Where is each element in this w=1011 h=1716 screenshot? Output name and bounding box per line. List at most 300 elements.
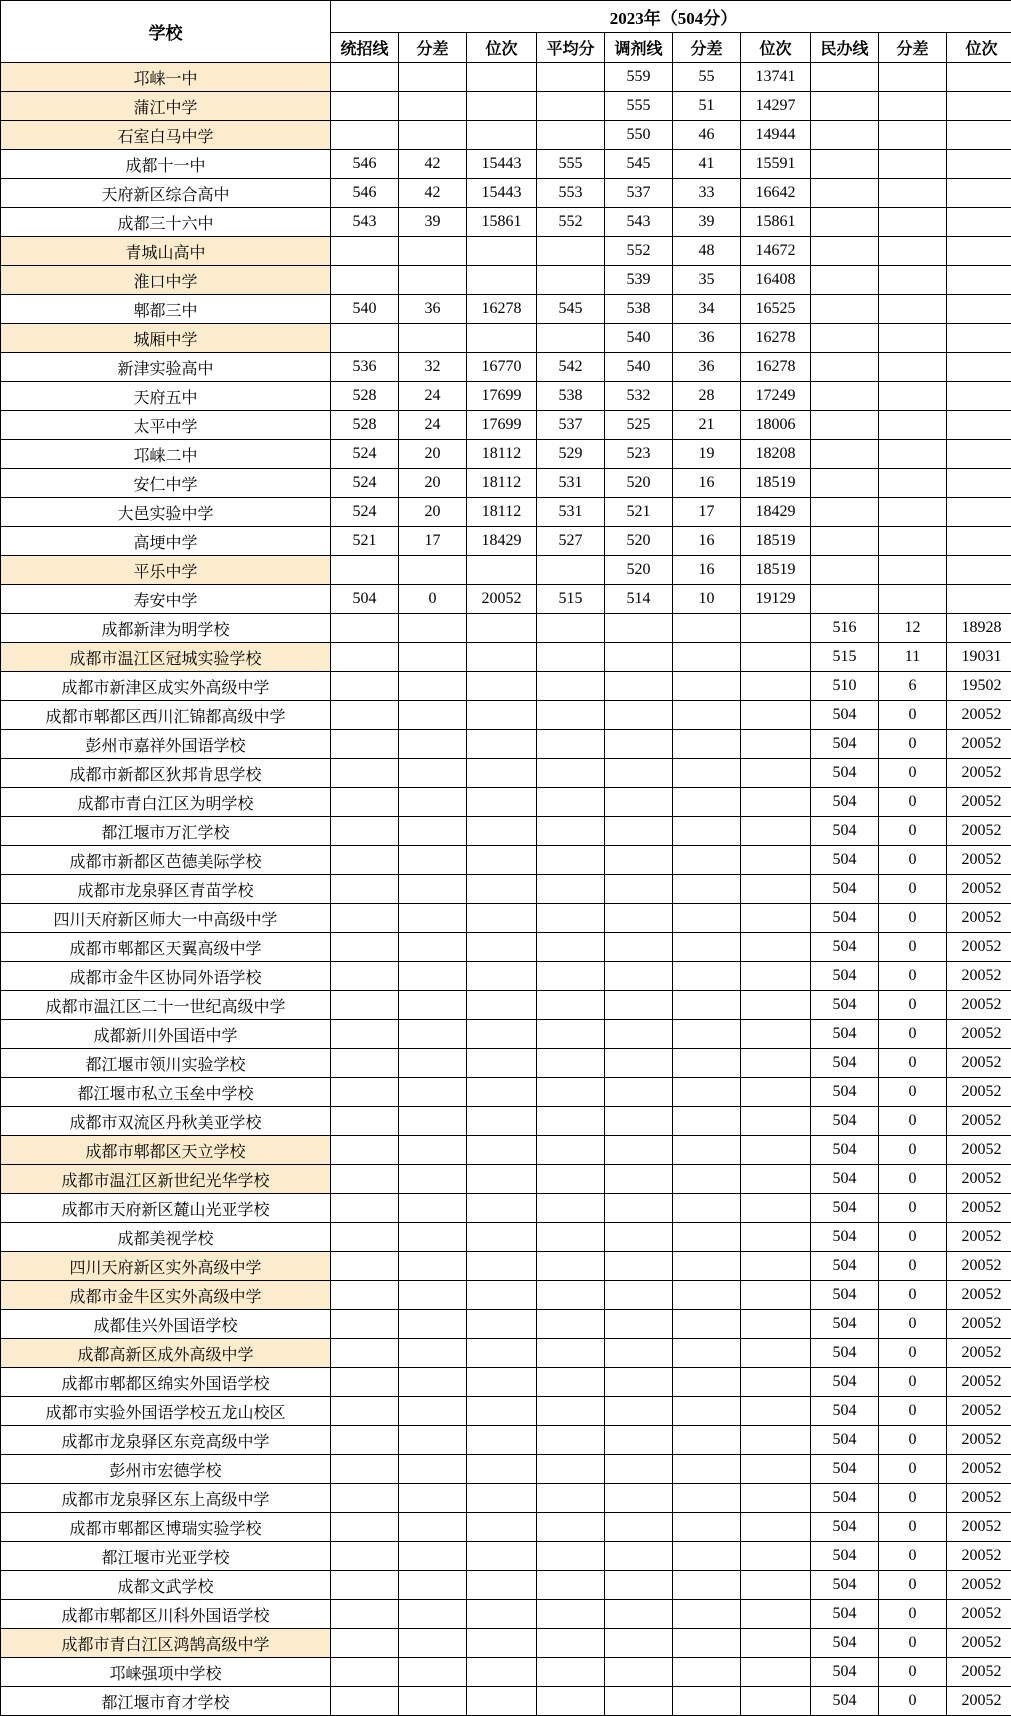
cell-average-score: 531	[537, 469, 605, 498]
cell-tongzhao-diff	[399, 1194, 467, 1223]
cell-tiaoji-rank	[741, 1484, 811, 1513]
cell-average-score	[537, 1339, 605, 1368]
cell-tiaoji-line	[605, 1397, 673, 1426]
cell-tongzhao-rank	[467, 1107, 537, 1136]
cell-tongzhao-line	[331, 817, 399, 846]
cell-tiaoji-rank: 18208	[741, 440, 811, 469]
table-row	[1, 1484, 1011, 1513]
cell-minban-rank: 20052	[947, 817, 1011, 846]
cell-tiaoji-diff: 16	[673, 469, 741, 498]
cell-minban-rank	[947, 382, 1011, 411]
cell-tongzhao-diff	[399, 1426, 467, 1455]
cell-minban-line	[811, 469, 879, 498]
cell-minban-rank	[947, 266, 1011, 295]
cell-tongzhao-diff: 42	[399, 150, 467, 179]
cell-minban-rank: 20052	[947, 1600, 1011, 1629]
cell-tongzhao-rank	[467, 1136, 537, 1165]
cell-minban-line: 504	[811, 1368, 879, 1397]
cell-tiaoji-rank	[741, 788, 811, 817]
cell-tongzhao-diff: 20	[399, 498, 467, 527]
table-row	[1, 1368, 1011, 1397]
cell-tiaoji-line	[605, 1513, 673, 1542]
table-row	[1, 1194, 1011, 1223]
school-name-cell: 成都市金牛区实外高级中学	[1, 1281, 331, 1310]
cell-tongzhao-rank	[467, 237, 537, 266]
cell-minban-line: 504	[811, 1658, 879, 1687]
school-name-cell: 都江堰市育才学校	[1, 1687, 331, 1716]
table-row	[1, 1542, 1011, 1571]
cell-tongzhao-line	[331, 759, 399, 788]
table-row	[1, 324, 1011, 353]
cell-minban-diff: 0	[879, 1136, 947, 1165]
cell-tiaoji-rank: 14944	[741, 121, 811, 150]
cell-tiaoji-rank: 16408	[741, 266, 811, 295]
cell-tiaoji-rank: 17249	[741, 382, 811, 411]
cell-minban-line: 504	[811, 1310, 879, 1339]
cell-tongzhao-line	[331, 1223, 399, 1252]
cell-tongzhao-diff	[399, 1571, 467, 1600]
cell-tongzhao-rank: 18429	[467, 527, 537, 556]
cell-tiaoji-diff: 51	[673, 92, 741, 121]
cell-tongzhao-line	[331, 1020, 399, 1049]
cell-minban-line	[811, 527, 879, 556]
cell-minban-diff	[879, 556, 947, 585]
cell-tongzhao-line	[331, 788, 399, 817]
cell-tongzhao-line	[331, 324, 399, 353]
cell-tiaoji-rank	[741, 933, 811, 962]
cell-tongzhao-rank	[467, 759, 537, 788]
cell-average-score	[537, 1107, 605, 1136]
cell-tongzhao-rank	[467, 1368, 537, 1397]
cell-average-score	[537, 1049, 605, 1078]
cell-tiaoji-rank	[741, 991, 811, 1020]
school-name-cell: 成都文武学校	[1, 1571, 331, 1600]
cell-tiaoji-line: 539	[605, 266, 673, 295]
cell-tiaoji-line	[605, 991, 673, 1020]
cell-tiaoji-line	[605, 1600, 673, 1629]
header-school: 学校	[1, 1, 331, 63]
cell-tiaoji-diff: 28	[673, 382, 741, 411]
cell-minban-diff: 0	[879, 933, 947, 962]
cell-tiaoji-diff: 36	[673, 353, 741, 382]
cell-tongzhao-line	[331, 701, 399, 730]
school-name-cell: 都江堰市光亚学校	[1, 1542, 331, 1571]
cell-tongzhao-rank: 16770	[467, 353, 537, 382]
cell-tiaoji-line: 532	[605, 382, 673, 411]
cell-tiaoji-rank	[741, 1368, 811, 1397]
cell-minban-rank: 20052	[947, 1107, 1011, 1136]
cell-average-score: 553	[537, 179, 605, 208]
cell-minban-diff: 0	[879, 1339, 947, 1368]
cell-tongzhao-line	[331, 1165, 399, 1194]
cell-tongzhao-diff	[399, 643, 467, 672]
cell-tongzhao-diff	[399, 1252, 467, 1281]
cell-minban-diff: 0	[879, 1223, 947, 1252]
cell-tiaoji-diff	[673, 1484, 741, 1513]
cell-average-score	[537, 875, 605, 904]
cell-tiaoji-line: 520	[605, 556, 673, 585]
cell-tongzhao-rank	[467, 1281, 537, 1310]
cell-minban-line: 504	[811, 817, 879, 846]
cell-tiaoji-rank	[741, 846, 811, 875]
cell-minban-line: 504	[811, 759, 879, 788]
cell-minban-line: 504	[811, 875, 879, 904]
cell-tongzhao-line: 504	[331, 585, 399, 614]
cell-tongzhao-rank: 15443	[467, 150, 537, 179]
cell-minban-diff: 0	[879, 701, 947, 730]
cell-tongzhao-line: 528	[331, 411, 399, 440]
cell-tiaoji-diff	[673, 904, 741, 933]
cell-tongzhao-diff	[399, 759, 467, 788]
cell-average-score	[537, 1397, 605, 1426]
cell-tongzhao-line: 546	[331, 150, 399, 179]
cell-minban-line: 504	[811, 991, 879, 1020]
cell-tiaoji-diff: 16	[673, 527, 741, 556]
school-name-cell: 成都市新津区成实外高级中学	[1, 672, 331, 701]
cell-tongzhao-rank	[467, 1513, 537, 1542]
cell-tiaoji-rank: 16525	[741, 295, 811, 324]
cell-minban-line	[811, 266, 879, 295]
cell-tongzhao-diff	[399, 1049, 467, 1078]
cell-tongzhao-line	[331, 1049, 399, 1078]
cell-tiaoji-rank	[741, 614, 811, 643]
cell-tiaoji-diff	[673, 1281, 741, 1310]
cell-tongzhao-line	[331, 933, 399, 962]
cell-tiaoji-line: 514	[605, 585, 673, 614]
cell-tongzhao-rank	[467, 1542, 537, 1571]
cell-tiaoji-line: 538	[605, 295, 673, 324]
cell-tongzhao-line	[331, 1281, 399, 1310]
cell-minban-line: 504	[811, 1020, 879, 1049]
cell-minban-line: 504	[811, 730, 879, 759]
cell-minban-diff: 0	[879, 1426, 947, 1455]
table-row	[1, 1078, 1011, 1107]
cell-minban-rank: 20052	[947, 1194, 1011, 1223]
cell-tongzhao-rank: 17699	[467, 382, 537, 411]
cell-minban-line	[811, 295, 879, 324]
cell-minban-diff: 0	[879, 846, 947, 875]
school-name-cell: 邛崃一中	[1, 63, 331, 92]
cell-minban-line: 504	[811, 1513, 879, 1542]
table-row	[1, 788, 1011, 817]
cell-minban-diff: 0	[879, 730, 947, 759]
cell-minban-diff	[879, 295, 947, 324]
cell-average-score	[537, 1368, 605, 1397]
cell-tongzhao-rank: 15443	[467, 179, 537, 208]
cell-tiaoji-rank	[741, 817, 811, 846]
cell-tongzhao-rank	[467, 1020, 537, 1049]
cell-tongzhao-diff	[399, 1136, 467, 1165]
table-header	[1, 1, 1011, 63]
cell-minban-line	[811, 150, 879, 179]
cell-tongzhao-diff	[399, 904, 467, 933]
cell-tiaoji-line	[605, 1194, 673, 1223]
cell-tongzhao-rank	[467, 962, 537, 991]
header-minban-rank: 位次	[947, 33, 1011, 63]
table-row	[1, 1629, 1011, 1658]
cell-minban-diff: 0	[879, 1658, 947, 1687]
cell-tongzhao-line: 540	[331, 295, 399, 324]
school-name-cell: 成都市青白江区为明学校	[1, 788, 331, 817]
cell-minban-line: 504	[811, 1223, 879, 1252]
cell-tiaoji-diff	[673, 1455, 741, 1484]
cell-tiaoji-rank: 18519	[741, 527, 811, 556]
cell-minban-diff	[879, 208, 947, 237]
cell-tongzhao-rank	[467, 1339, 537, 1368]
cell-tongzhao-rank	[467, 1571, 537, 1600]
cell-tiaoji-rank	[741, 1078, 811, 1107]
cell-average-score: 542	[537, 353, 605, 382]
table-row	[1, 237, 1011, 266]
cell-minban-rank: 20052	[947, 1049, 1011, 1078]
cell-tiaoji-rank	[741, 1600, 811, 1629]
cell-tiaoji-rank	[741, 1339, 811, 1368]
cell-minban-line: 504	[811, 1078, 879, 1107]
cell-minban-rank: 20052	[947, 1629, 1011, 1658]
cell-tiaoji-rank: 18519	[741, 556, 811, 585]
cell-average-score	[537, 1600, 605, 1629]
cell-minban-line: 504	[811, 701, 879, 730]
cell-minban-diff	[879, 527, 947, 556]
cell-average-score	[537, 1426, 605, 1455]
cell-minban-rank: 20052	[947, 1281, 1011, 1310]
cell-tiaoji-diff	[673, 1223, 741, 1252]
cell-minban-diff: 11	[879, 643, 947, 672]
cell-tiaoji-rank	[741, 701, 811, 730]
cell-average-score	[537, 817, 605, 846]
cell-minban-diff: 0	[879, 1281, 947, 1310]
table-row	[1, 991, 1011, 1020]
school-name-cell: 成都市郫都区西川汇锦都高级中学	[1, 701, 331, 730]
cell-tongzhao-diff	[399, 1281, 467, 1310]
cell-tiaoji-diff: 39	[673, 208, 741, 237]
cell-minban-rank: 20052	[947, 1571, 1011, 1600]
cell-tongzhao-line	[331, 672, 399, 701]
cell-tiaoji-line	[605, 1687, 673, 1716]
table-row	[1, 1600, 1011, 1629]
school-name-cell: 成都市实验外国语学校五龙山校区	[1, 1397, 331, 1426]
cell-minban-rank	[947, 150, 1011, 179]
cell-minban-diff: 0	[879, 1687, 947, 1716]
cell-tiaoji-rank	[741, 1194, 811, 1223]
cell-tiaoji-diff	[673, 1426, 741, 1455]
cell-minban-rank	[947, 63, 1011, 92]
cell-minban-line: 504	[811, 1252, 879, 1281]
cell-tiaoji-line	[605, 1658, 673, 1687]
cell-minban-line: 504	[811, 1571, 879, 1600]
cell-minban-rank: 20052	[947, 1687, 1011, 1716]
school-name-cell: 郫都三中	[1, 295, 331, 324]
cell-tiaoji-rank: 15861	[741, 208, 811, 237]
cell-minban-line	[811, 382, 879, 411]
cell-average-score: 538	[537, 382, 605, 411]
school-name-cell: 新津实验高中	[1, 353, 331, 382]
cell-tongzhao-diff	[399, 1600, 467, 1629]
cell-tiaoji-rank	[741, 643, 811, 672]
cell-minban-line	[811, 411, 879, 440]
cell-tiaoji-diff	[673, 672, 741, 701]
cell-tongzhao-diff: 36	[399, 295, 467, 324]
cell-minban-rank: 20052	[947, 991, 1011, 1020]
cell-minban-rank	[947, 208, 1011, 237]
cell-average-score	[537, 92, 605, 121]
cell-tiaoji-rank	[741, 1658, 811, 1687]
cell-average-score	[537, 1513, 605, 1542]
cell-tiaoji-rank: 16278	[741, 353, 811, 382]
cell-average-score	[537, 1310, 605, 1339]
cell-tongzhao-line	[331, 1107, 399, 1136]
school-name-cell: 成都佳兴外国语学校	[1, 1310, 331, 1339]
cell-minban-diff	[879, 92, 947, 121]
cell-tongzhao-rank	[467, 1658, 537, 1687]
cell-minban-rank: 20052	[947, 1252, 1011, 1281]
cell-average-score	[537, 1165, 605, 1194]
cell-tiaoji-rank	[741, 1310, 811, 1339]
cell-tiaoji-diff: 35	[673, 266, 741, 295]
cell-tiaoji-line	[605, 788, 673, 817]
table-row	[1, 440, 1011, 469]
cell-tongzhao-diff	[399, 788, 467, 817]
cell-tiaoji-line	[605, 1049, 673, 1078]
table-row	[1, 411, 1011, 440]
cell-tongzhao-rank	[467, 556, 537, 585]
cell-tongzhao-line	[331, 730, 399, 759]
cell-average-score	[537, 846, 605, 875]
cell-tongzhao-diff: 24	[399, 411, 467, 440]
school-name-cell: 蒲江中学	[1, 92, 331, 121]
cell-average-score: 531	[537, 498, 605, 527]
cell-minban-diff: 0	[879, 1078, 947, 1107]
cell-tiaoji-rank	[741, 1223, 811, 1252]
cell-tongzhao-diff	[399, 1455, 467, 1484]
school-name-cell: 成都市温江区新世纪光华学校	[1, 1165, 331, 1194]
cell-average-score	[537, 237, 605, 266]
table-row	[1, 1571, 1011, 1600]
cell-minban-diff: 0	[879, 1455, 947, 1484]
cell-tiaoji-line	[605, 933, 673, 962]
table-row	[1, 1049, 1011, 1078]
cell-tiaoji-diff	[673, 1020, 741, 1049]
cell-tongzhao-diff	[399, 1223, 467, 1252]
cell-minban-diff	[879, 353, 947, 382]
header-average-score: 平均分	[537, 33, 605, 63]
table-row	[1, 556, 1011, 585]
cell-tongzhao-diff	[399, 614, 467, 643]
cell-minban-rank: 20052	[947, 701, 1011, 730]
cell-tongzhao-rank	[467, 643, 537, 672]
cell-tongzhao-diff	[399, 701, 467, 730]
table-row	[1, 817, 1011, 846]
cell-average-score	[537, 1281, 605, 1310]
table-body	[1, 63, 1011, 1716]
cell-tongzhao-rank: 18112	[467, 440, 537, 469]
header-tiaoji-diff: 分差	[673, 33, 741, 63]
cell-tiaoji-line	[605, 875, 673, 904]
header-minban-diff: 分差	[879, 33, 947, 63]
cell-minban-diff: 0	[879, 1194, 947, 1223]
cell-tongzhao-diff	[399, 1310, 467, 1339]
cell-minban-rank	[947, 556, 1011, 585]
cell-tiaoji-line	[605, 701, 673, 730]
header-year-title: 2023年（504分）	[331, 1, 1011, 33]
cell-tongzhao-rank	[467, 63, 537, 92]
cell-tongzhao-line	[331, 1600, 399, 1629]
table-row	[1, 1310, 1011, 1339]
cell-tongzhao-line: 524	[331, 440, 399, 469]
cell-minban-diff: 0	[879, 1107, 947, 1136]
cell-tiaoji-diff	[673, 1107, 741, 1136]
cell-tiaoji-line	[605, 1542, 673, 1571]
cell-tiaoji-rank	[741, 1107, 811, 1136]
table-row	[1, 179, 1011, 208]
cell-tiaoji-line: 559	[605, 63, 673, 92]
cell-minban-line	[811, 237, 879, 266]
cell-tongzhao-diff	[399, 324, 467, 353]
table-row	[1, 1136, 1011, 1165]
cell-tiaoji-line	[605, 1339, 673, 1368]
cell-minban-diff	[879, 382, 947, 411]
cell-minban-rank: 20052	[947, 1455, 1011, 1484]
cell-tiaoji-rank	[741, 1629, 811, 1658]
cell-average-score	[537, 962, 605, 991]
cell-average-score	[537, 1571, 605, 1600]
table-row	[1, 1339, 1011, 1368]
cell-tiaoji-rank	[741, 1165, 811, 1194]
table-row	[1, 92, 1011, 121]
cell-tongzhao-diff	[399, 672, 467, 701]
school-name-cell: 天府新区综合高中	[1, 179, 331, 208]
cell-minban-diff: 6	[879, 672, 947, 701]
cell-tiaoji-line	[605, 1223, 673, 1252]
school-name-cell: 青城山高中	[1, 237, 331, 266]
school-name-cell: 成都市郫都区绵实外国语学校	[1, 1368, 331, 1397]
cell-tongzhao-diff	[399, 556, 467, 585]
cell-minban-line: 504	[811, 1484, 879, 1513]
school-name-cell: 成都市郫都区博瑞实验学校	[1, 1513, 331, 1542]
cell-minban-line: 504	[811, 1194, 879, 1223]
school-name-cell: 成都市龙泉驿区东上高级中学	[1, 1484, 331, 1513]
cell-tiaoji-rank	[741, 1252, 811, 1281]
cell-minban-diff: 0	[879, 1484, 947, 1513]
cell-tongzhao-line	[331, 1629, 399, 1658]
table-row	[1, 1107, 1011, 1136]
school-name-cell: 四川天府新区实外高级中学	[1, 1252, 331, 1281]
cell-minban-diff: 0	[879, 1542, 947, 1571]
cell-minban-line	[811, 92, 879, 121]
cell-average-score	[537, 1020, 605, 1049]
school-name-cell: 成都美视学校	[1, 1223, 331, 1252]
cell-tongzhao-diff	[399, 730, 467, 759]
cell-tongzhao-rank	[467, 1455, 537, 1484]
school-name-cell: 都江堰市私立玉垒中学校	[1, 1078, 331, 1107]
cell-average-score	[537, 1136, 605, 1165]
cell-tongzhao-rank	[467, 1223, 537, 1252]
cell-minban-rank: 20052	[947, 846, 1011, 875]
cell-tiaoji-line: 540	[605, 324, 673, 353]
cell-tiaoji-diff: 41	[673, 150, 741, 179]
cell-tongzhao-rank	[467, 1194, 537, 1223]
cell-tiaoji-rank	[741, 1571, 811, 1600]
cell-tiaoji-diff	[673, 1310, 741, 1339]
cell-tiaoji-diff	[673, 730, 741, 759]
cell-minban-diff: 0	[879, 1629, 947, 1658]
cell-average-score	[537, 324, 605, 353]
header-tongzhao-line: 统招线	[331, 33, 399, 63]
cell-tiaoji-rank: 18006	[741, 411, 811, 440]
cell-minban-diff: 0	[879, 788, 947, 817]
cell-minban-line: 504	[811, 1107, 879, 1136]
cell-minban-diff	[879, 150, 947, 179]
